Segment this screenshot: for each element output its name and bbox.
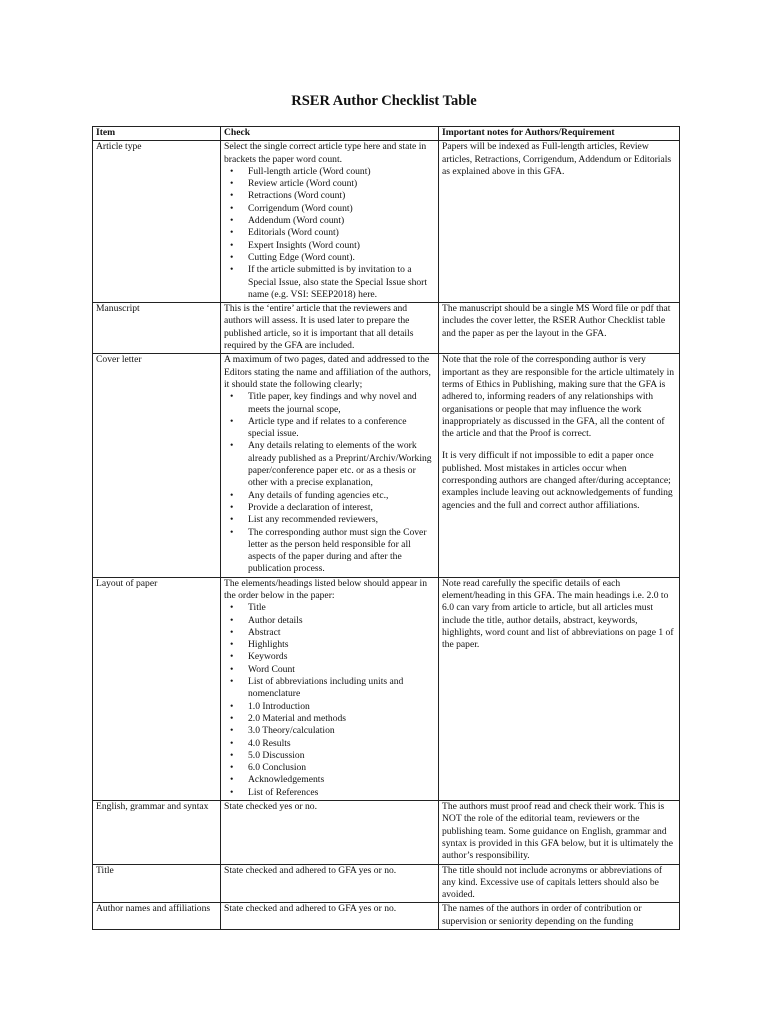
table-row (93, 903, 680, 930)
notes-paragraph: The authors must proof read and check their work. This is NOT the role of the editorial team, reviewers or the publishing team. Some guidance on English, grammar and syntax is provided in this GFA below, but it is ultimately the author’s responsibility. (442, 801, 674, 862)
list-item: • Cutting Edge (Word count). (224, 252, 435, 264)
notes-paragraph: The title should not include acronyms or abbreviations of any kind. Excessive use of capitals letters should also be avoided. (442, 864, 663, 901)
list-item: • 5.0 Discussion (224, 750, 435, 762)
list-item: • Title (224, 602, 435, 614)
header-notes: Important notes for Authors/Requirement (439, 127, 680, 141)
check-intro-text: State checked and adhered to GFA yes or no. (224, 903, 397, 915)
table-header-row (93, 127, 680, 141)
check-intro-text: State checked and adhered to GFA yes or no. (224, 864, 397, 876)
list-item: • Review article (Word count) (224, 178, 435, 190)
list-item: • Title paper, key findings and why novel and meets the journal scope, (224, 391, 435, 416)
check-cell (221, 303, 439, 354)
check-cell (221, 864, 439, 903)
check-intro-text: This is the ‘entire’ article that the reviewers and authors will assess. It is used later to prepare the published article, so it is important that all details required by the GFA are included. (224, 303, 414, 352)
check-bullet-list (224, 166, 435, 301)
list-item: • If the article submitted is by invitation to a Special Issue, also state the Special Issue short name (e.g. VSI: SEEP2018) here. (224, 264, 435, 301)
notes-paragraph: Note read carefully the specific details of each element/heading in this GFA. The main headings i.e. 2.0 to 6.0 can vary from article to article, but all articles must include the title, author details, abstract, keywords, highlights, word count and list of abbreviations on page 1 of the paper. (442, 577, 674, 651)
list-item: • Expert Insights (Word count) (224, 240, 435, 252)
list-item: • 6.0 Conclusion (224, 762, 435, 774)
item-cell: Layout of paper (93, 577, 221, 800)
notes-cell (439, 354, 680, 577)
notes-cell (439, 801, 680, 864)
check-intro-text: Select the single correct article type here and state in brackets the paper word count. (224, 141, 427, 165)
notes-cell (439, 903, 680, 930)
item-cell: Article type (93, 141, 221, 303)
check-bullet-list (224, 602, 435, 799)
list-item: • Highlights (224, 639, 435, 651)
list-item: • List any recommended reviewers, (224, 514, 435, 526)
list-item: • 2.0 Material and methods (224, 713, 435, 725)
notes-paragraph: It is very difficult if not impossible to edit a paper once published. Most mistakes in articles occur when corresponding authors are changed after/during acceptance; examples include leaving out acknowledgements of funding agencies and the full and correct author affiliations. (442, 450, 673, 511)
list-item: • 3.0 Theory/calculation (224, 725, 435, 737)
list-item: • Author details (224, 615, 435, 627)
document-title: RSER Author Checklist Table (291, 93, 477, 109)
header-check: Check (221, 127, 439, 141)
check-cell (221, 903, 439, 930)
list-item: • Abstract (224, 627, 435, 639)
list-item: • Corrigendum (Word count) (224, 203, 435, 215)
notes-paragraph: Note that the role of the corresponding author is very important as they are responsible for the article ultimately in terms of Ethics in Publishing, making sure that the GFA is adhered to, informing readers of any relationships with organisations or people that may influence the work inappropriately as discussed in the GFA, all the content of the article and that the Proof is correct. (442, 354, 675, 440)
item-cell: Author names and affiliations (93, 903, 221, 930)
list-item: • Any details of funding agencies etc., (224, 490, 435, 502)
check-intro-text: A maximum of two pages, dated and addressed to the Editors stating the name and affiliation of the authors, it should state the following clearly; (224, 354, 431, 390)
notes-cell (439, 141, 680, 303)
list-item: • 1.0 Introduction (224, 701, 435, 713)
list-item: • Any details relating to elements of the work already published as a Preprint/Archiv/Working paper/conference paper etc. or as a thesis or other with a precise explanation, (224, 440, 435, 489)
item-cell: English, grammar and syntax (93, 801, 221, 864)
list-item: • Provide a declaration of interest, (224, 502, 435, 514)
check-cell (221, 801, 439, 864)
list-item: • Acknowledgements (224, 774, 435, 786)
notes-cell (439, 864, 680, 903)
notes-cell (439, 577, 680, 800)
table-row (93, 141, 680, 303)
check-intro-text: State checked yes or no. (224, 801, 317, 813)
table-row (93, 577, 680, 800)
item-cell: Manuscript (93, 303, 221, 354)
author-checklist-table (92, 126, 680, 930)
notes-paragraph: The names of the authors in order of contribution or supervision or seniority depending on the funding (442, 903, 642, 927)
notes-paragraph: The manuscript should be a single MS Word file or pdf that includes the cover letter, the RSER Author Checklist table and the paper as per the layout in the GFA. (442, 303, 671, 339)
list-item: • Addendum (Word count) (224, 215, 435, 227)
check-intro-text: The elements/headings listed below should appear in the order below in the paper: (224, 577, 428, 601)
table-row (93, 354, 680, 577)
header-item: Item (93, 127, 221, 141)
list-item: • List of abbreviations including units and nomenclature (224, 676, 435, 701)
list-item: • The corresponding author must sign the Cover letter as the person held responsible for all aspects of the paper during and after the publication process. (224, 527, 435, 576)
check-cell (221, 141, 439, 303)
table-row (93, 864, 680, 903)
notes-paragraph: Papers will be indexed as Full-length articles, Review articles, Retractions, Corrigendum, Addendum or Editorials as explained above in this GFA. (442, 141, 672, 177)
notes-cell (439, 303, 680, 354)
list-item: • Full-length article (Word count) (224, 166, 435, 178)
list-item: • List of References (224, 787, 435, 799)
check-cell (221, 354, 439, 577)
list-item: • Word Count (224, 664, 435, 676)
list-item: • Retractions (Word count) (224, 190, 435, 202)
table-body (93, 141, 680, 930)
check-cell (221, 577, 439, 800)
list-item: • Editorials (Word count) (224, 227, 435, 239)
paragraph-gap (442, 440, 676, 450)
item-cell: Cover letter (93, 354, 221, 577)
item-cell: Title (93, 864, 221, 903)
table-row (93, 801, 680, 864)
check-bullet-list (224, 391, 435, 575)
list-item: • Article type and if relates to a conference special issue. (224, 416, 435, 441)
list-item: • 4.0 Results (224, 738, 435, 750)
table-row (93, 303, 680, 354)
list-item: • Keywords (224, 651, 435, 663)
